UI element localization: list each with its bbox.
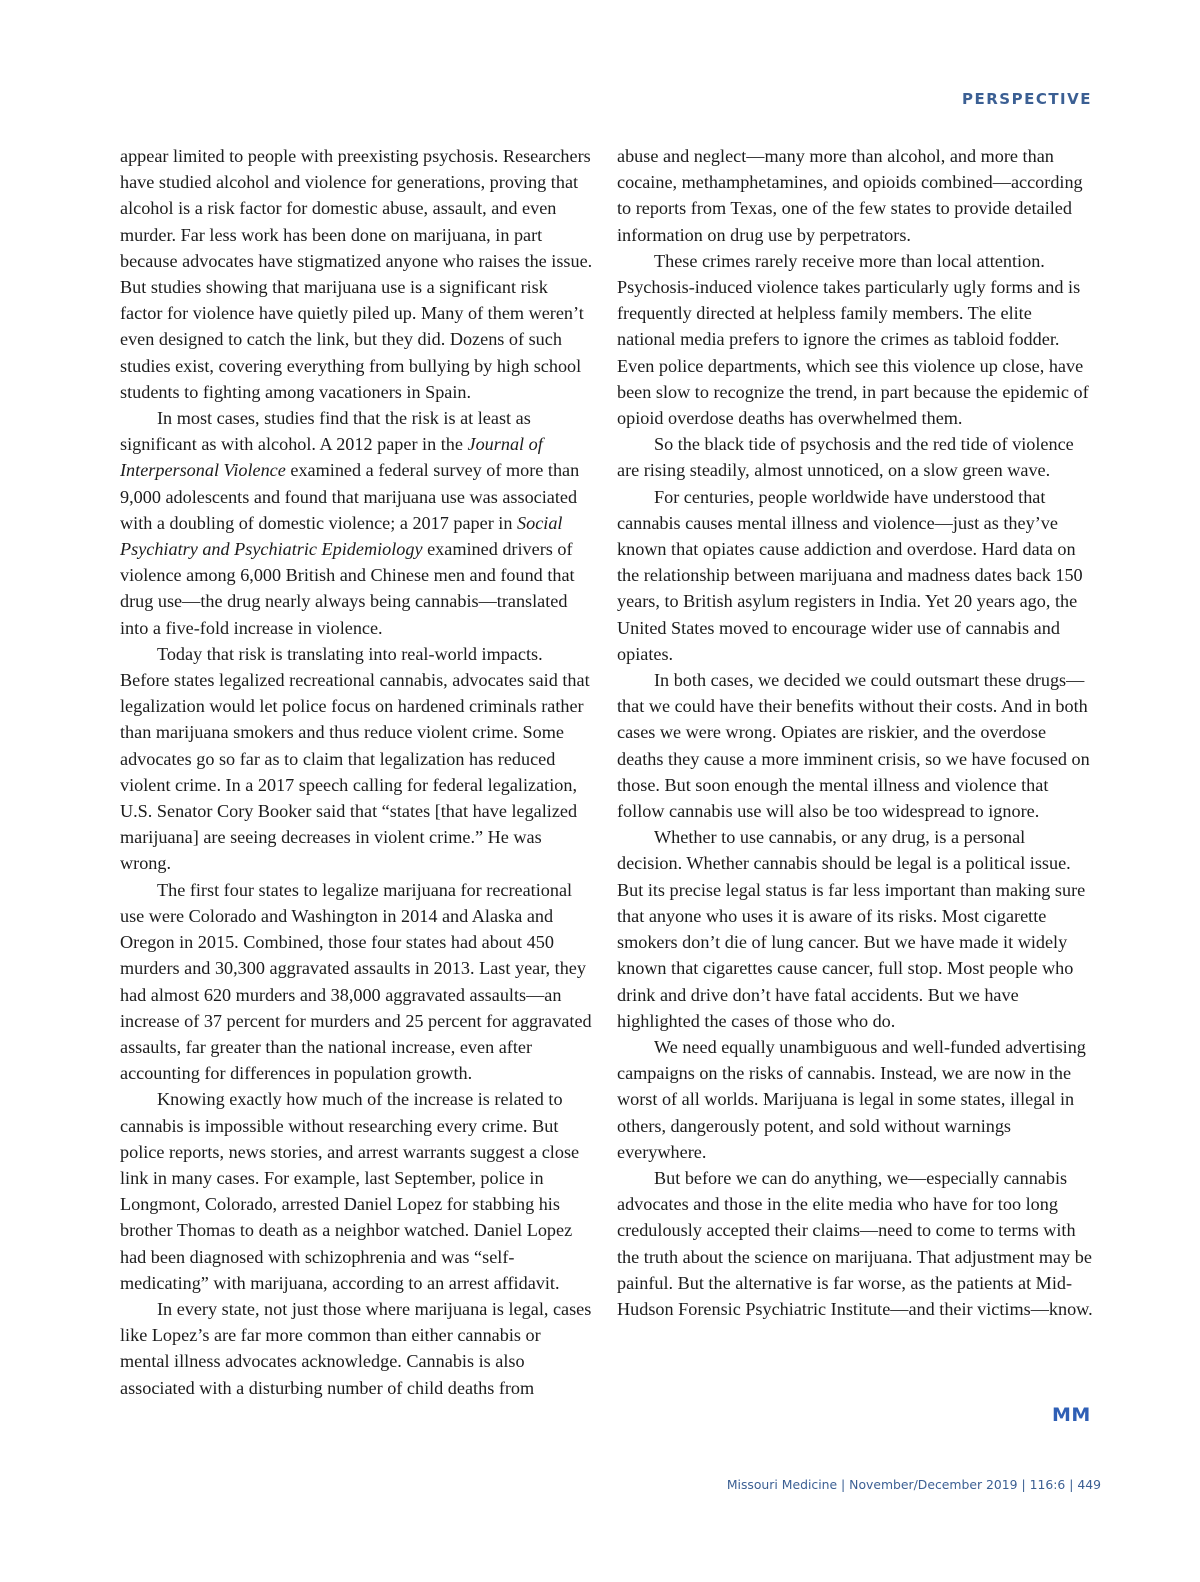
page-footer: Missouri Medicine | November/December 2019 | 116:6 | 449	[726, 1477, 1101, 1492]
left-column	[120, 143, 594, 1401]
right-paragraph-2: These crimes rarely receive more than local attention. Psychosis-induced violence takes particularly ugly forms and is frequently directed at helpless family members. The elite national media prefers to ignore the crimes as tabloid fodder. Even police departments, which see this violence up close, have been slow to recognize the trend, in part because the epidemic of opioid overdose deaths has overwhelmed them.	[617, 250, 1089, 429]
left-paragraph-3: Today that risk is translating into real-world impacts. Before states legalized recreational cannabis, advocates said that legalization would let police focus on hardened criminals rather than marijuana smokers and thus reduce violent crime. Some advocates go so far as to claim that legalization has reduced violent crime. In a 2017 speech calling for federal legalization, U.S. Senator Cory Booker said that “states [that have legalized marijuana] are seeing decreases in violent crime.” He was wrong.	[120, 643, 590, 874]
left-paragraph-4: The first four states to legalize marijuana for recreational use were Colorado and Washington in 2014 and Alaska and Oregon in 2015. Combined, those four states had about 450 murders and 30,300 aggravated assaults in 2013. Last year, they had almost 620 murders and 38,000 aggravated assaults—an increase of 37 percent for murders and 25 percent for aggravated assaults, far greater than the national increase, even after accounting for differences in population growth.	[120, 879, 592, 1084]
section-label: PERSPECTIVE	[961, 90, 1092, 108]
left-paragraph-5: Knowing exactly how much of the increase is related to cannabis is impossible without researching every crime. But police reports, news stories, and arrest warrants suggest a close link in many cases. For example, last September, police in Longmont, Colorado, arrested Daniel Lopez for stabbing his brother Thomas to death as a neighbor watched. Daniel Lopez had been diagnosed with schizophrenia and was “self-medicating” with marijuana, according to an arrest affidavit.	[120, 1089, 580, 1293]
paragraph-text: In most cases, studies find that the risk is at least as significant as with alcohol. A 2012 paper in the	[120, 408, 531, 455]
right-column	[617, 143, 1093, 1322]
right-paragraph-6: Whether to use cannabis, or any drug, is a personal decision. Whether cannabis should be legal is a political issue. But its precise legal status is far less important than making sure that anyone who uses it is aware of its risks. Most cigarette smokers don’t die of lung cancer. But we have made it widely known that cigarettes cause cancer, full stop. Most people who drink and drive don’t have fatal accidents. But we have highlighted the cases of those who do.	[617, 827, 1086, 1031]
right-paragraph-4: For centuries, people worldwide have understood that cannabis causes mental illness and violence—just as they’ve known that opiates cause addiction and overdose. Hard data on the relationship between marijuana and madness dates back 150 years, to British asylum registers in India. Yet 20 years ago, the United States moved to encourage wider use of cannabis and opiates.	[617, 486, 1083, 664]
right-paragraph-5: In both cases, we decided we could outsmart these drugs—that we could have their benefits without their costs. And in both cases we were wrong. Opiates are riskier, and the overdose deaths they cause a more imminent crisis, so we have focused on those. But soon enough the mental illness and violence that follow cannabis use will also be too widespread to ignore.	[617, 670, 1090, 822]
right-paragraph-8: But before we can do anything, we—especially cannabis advocates and those in the elite media who have for too long credulously accepted their claims—need to come to terms with the truth about the science on marijuana. That adjustment may be painful. But the alternative is far worse, as the patients at Mid-Hudson Forensic Psychiatric Institute—and their victims—know.	[617, 1167, 1093, 1319]
left-paragraph-6: In every state, not just those where marijuana is legal, cases like Lopez’s are far more common than either cannabis or mental illness advocates acknowledge. Cannabis is also associated with a disturbing number of child deaths from	[120, 1298, 592, 1398]
paragraph-text: examined drivers of violence among 6,000 British and Chinese men and found that drug use—the drug nearly always being cannabis—translated into a five-fold increase in violence.	[120, 539, 575, 638]
left-paragraph-2	[120, 405, 594, 641]
right-paragraph-7: We need equally unambiguous and well-funded advertising campaigns on the risks of cannabis. Instead, we are now in the worst of all worlds. Marijuana is legal in some states, illegal in others, dangerously potent, and sold without warnings everywhere.	[617, 1036, 1086, 1162]
right-paragraph-1: abuse and neglect—many more than alcohol, and more than cocaine, methamphetamines, and opioids combined—according to reports from Texas, one of the few states to provide detailed information on drug use by perpetrators.	[617, 146, 1083, 245]
paragraph-text: examined a federal survey of more than 9,000 adolescents and found that marijuana use was associated with a doubling of domestic violence; a 2017 paper in	[120, 460, 580, 533]
right-paragraph-3: So the black tide of psychosis and the red tide of violence are rising steadily, almost unnoticed, on a slow green wave.	[617, 434, 1074, 481]
journal-title: Social Psychiatry and Psychiatric Epidemiology	[120, 512, 563, 560]
journal-title: Journal of Interpersonal Violence	[120, 434, 543, 481]
mm-end-mark: MM	[1052, 1404, 1091, 1426]
left-paragraph-1: appear limited to people with preexisting psychosis. Researchers have studied alcohol and violence for generations, proving that alcohol is a risk factor for domestic abuse, assault, and even murder. Far less work has been done on marijuana, in part because advocates have stigmatized anyone who raises the issue. But studies showing that marijuana use is a significant risk factor for violence have quietly piled up. Many of them weren’t even designed to catch the link, but they did. Dozens of such studies exist, covering everything from bullying by high school students to fighting among vacationers in Spain.	[120, 146, 593, 402]
